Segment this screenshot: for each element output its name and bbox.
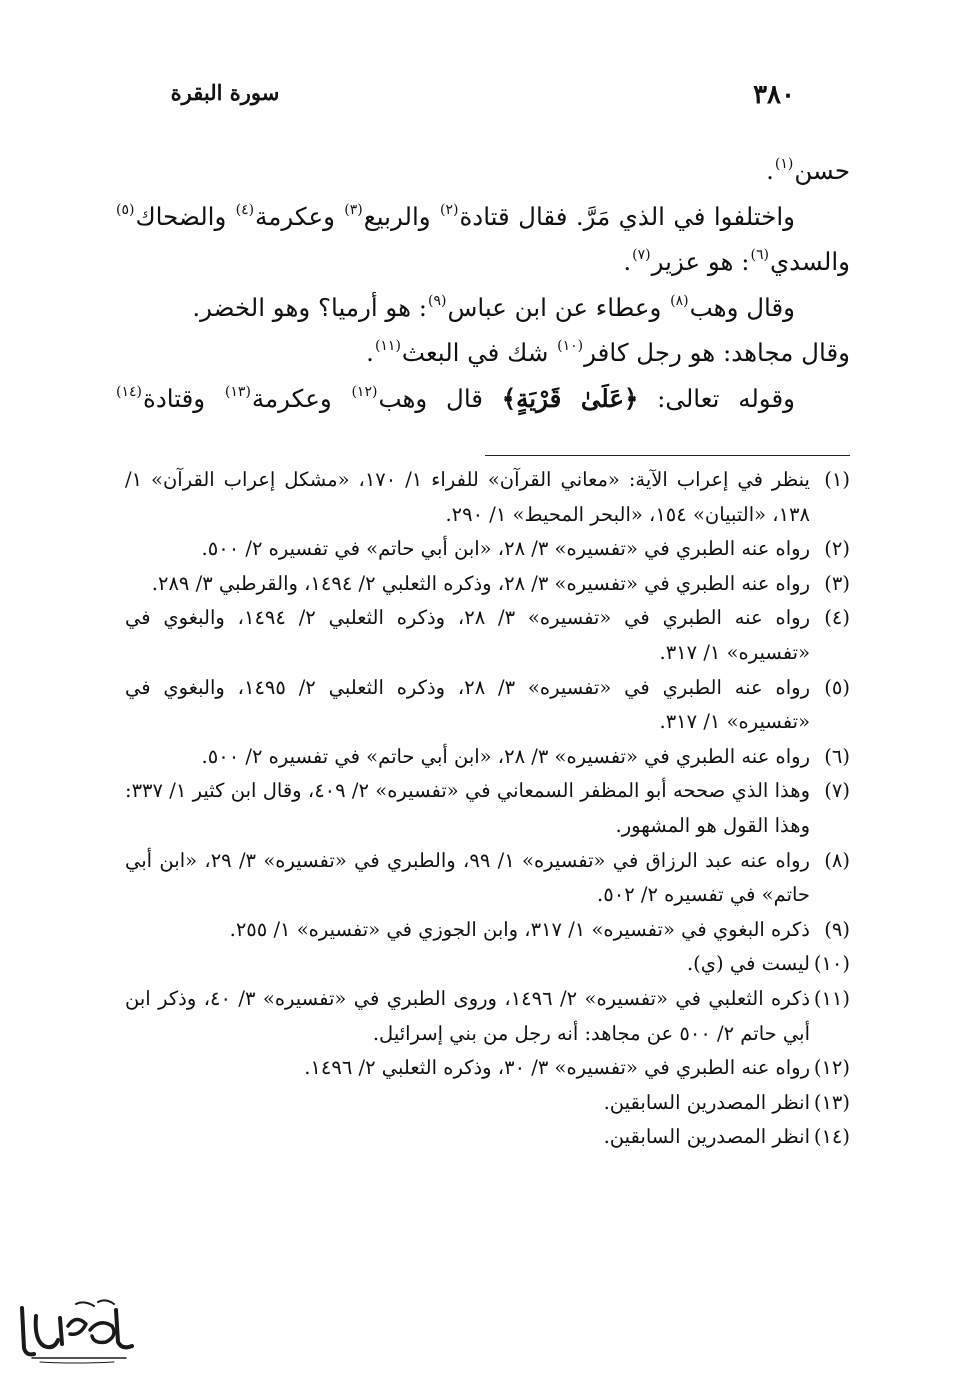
running-header-title: سورة البقرة xyxy=(170,80,280,105)
text-run: وعكرمة xyxy=(251,383,351,413)
text-run: : هو أرميا؟ وهو الخضر. xyxy=(192,292,428,322)
footnote-item xyxy=(125,671,850,740)
text-run: واختلفوا في الذي مَرَّ. فقال قتادة xyxy=(459,201,795,231)
footnote-text: رواه عنه الطبري في «تفسيره» ٣/ ٢٨، وذكره الثعلبي ٢/ ١٤٩٤، والبغوي في «تفسيره» ١/ ٣١٧. xyxy=(125,606,810,664)
publisher-logo-icon xyxy=(14,1296,144,1366)
footnote-number: (٩) xyxy=(824,917,850,941)
text-run: . xyxy=(366,338,374,367)
footnote-item xyxy=(125,774,850,843)
footnote-item xyxy=(125,567,850,602)
text-run: : هو عزير xyxy=(651,247,750,276)
footnote-text: رواه عنه الطبري في «تفسيره» ٣/ ٢٨، «ابن أبي حاتم» في تفسيره ٢/ ٥٠٠. xyxy=(201,744,810,768)
footnote-number: (٢) xyxy=(824,537,850,561)
footnote-ref[interactable]: (١٣) xyxy=(224,383,251,400)
footnote-text: رواه عنه الطبري في «تفسيره» ٣/ ٣٠، وذكره الثعلبي ٢/ ١٤٩٦. xyxy=(304,1056,810,1080)
paragraph-4 xyxy=(115,330,850,376)
footnote-item xyxy=(125,463,850,532)
text-run: . xyxy=(766,156,774,185)
footnote-number: (٣) xyxy=(824,571,850,595)
footnote-text: انظر المصدرين السابقين. xyxy=(603,1125,810,1149)
footnote-ref[interactable]: (١٢) xyxy=(351,383,378,400)
footnote-text: ليست في (ي). xyxy=(686,952,810,976)
footnote-ref[interactable]: (١) xyxy=(774,156,794,172)
text-run: وعطاء عن ابن عباس xyxy=(447,292,670,322)
footnote-ref[interactable]: (١٠) xyxy=(557,338,584,354)
footnote-item xyxy=(125,1051,850,1086)
text-run: قال وهب xyxy=(378,383,502,413)
footnote-separator xyxy=(485,455,850,456)
footnote-item xyxy=(125,740,850,775)
text-run: وقال مجاهد: هو رجل كافر xyxy=(584,338,850,367)
footnote-number: (١) xyxy=(824,468,850,491)
footnote-ref[interactable]: (٤) xyxy=(235,201,255,218)
text-run: . xyxy=(623,247,632,276)
text-run: والضحاك xyxy=(135,201,235,231)
main-text xyxy=(115,148,850,421)
footnote-item xyxy=(125,601,850,670)
footnote-text: ينظر في إعراب الآية: «معاني القرآن» للفراء ١/ ١٧٠، «مشكل إعراب القرآن» ١/ ١٣٨، «التبيان» ١٥٤، «البحر المحيط» ١/ ٢٩٠. xyxy=(125,468,810,526)
footnote-number: (٦) xyxy=(824,744,850,768)
footnote-ref[interactable]: (٦) xyxy=(750,247,769,263)
footnote-number: (١٣) xyxy=(813,1090,850,1114)
footnote-item xyxy=(125,1120,850,1155)
paragraph-5 xyxy=(115,376,850,422)
footnote-number: (١٤) xyxy=(813,1125,850,1149)
footnote-text: ذكره الثعلبي في «تفسيره» ٢/ ١٤٩٦، وروى الطبري في «تفسيره» ٣/ ٤٠، وذكر ابن أبي حاتم ٢/ ٥٠٠ عن مجاهد: أنه رجل من بني إسرائيل. xyxy=(125,986,810,1045)
paragraph-3 xyxy=(115,285,850,331)
paragraph-2 xyxy=(115,194,850,285)
footnote-text: وهذا الذي صححه أبو المظفر السمعاني في «تفسيره» ٢/ ٤٠٩، وقال ابن كثير ١/ ٣٣٧: وهذا القول هو المشهور. xyxy=(125,779,810,837)
footnote-text: انظر المصدرين السابقين. xyxy=(603,1090,810,1114)
footnote-number: (٤) xyxy=(824,606,850,630)
footnote-ref[interactable]: (١٤) xyxy=(116,383,142,400)
footnote-item xyxy=(125,1086,850,1121)
footnote-item xyxy=(125,982,850,1051)
footnote-number: (٥) xyxy=(824,675,850,699)
footnote-item xyxy=(125,532,850,567)
footnote-text: رواه عنه الطبري في «تفسيره» ٣/ ٢٨، «ابن أبي حاتم» في تفسيره ٢/ ٥٠٠. xyxy=(201,537,810,561)
footnote-item xyxy=(125,913,850,948)
footnote-ref[interactable]: (٣) xyxy=(344,201,363,218)
footnote-text: رواه عنه الطبري في «تفسيره» ٣/ ٢٨، وذكره الثعلبي ٢/ ١٤٩٥، والبغوي في «تفسيره» ١/ ٣١٧. xyxy=(125,675,810,734)
footnote-item xyxy=(125,947,850,982)
footnote-text: رواه عنه عبد الرزاق في «تفسيره» ١/ ٩٩، والطبري في «تفسيره» ٣/ ٢٩، «ابن أبي حاتم» في تفسيره ٢/ ٥٠٢. xyxy=(125,848,810,907)
text-run: وقتادة xyxy=(142,383,224,413)
footnotes-section xyxy=(125,463,850,1155)
text-run: وعكرمة xyxy=(255,201,344,231)
footnote-text: رواه عنه الطبري في «تفسيره» ٣/ ٢٨، وذكره الثعلبي ٢/ ١٤٩٤، والقرطبي ٣/ ٢٨٩. xyxy=(151,571,810,595)
text-run: شك في البعث xyxy=(401,338,557,367)
text-run: والسدي xyxy=(770,247,850,276)
text-run: وقال وهب xyxy=(689,292,795,322)
text-run: حسن xyxy=(794,156,850,185)
footnote-number: (٨) xyxy=(824,848,850,872)
footnote-ref[interactable]: (٢) xyxy=(439,201,459,218)
footnote-number: (٧) xyxy=(824,779,850,803)
quran-quote: ﴿عَلَىٰ قَرْيَةٍ﴾ xyxy=(501,383,639,413)
footnote-ref[interactable]: (٩) xyxy=(428,292,447,309)
footnote-number: (١١) xyxy=(813,986,850,1010)
footnote-ref[interactable]: (١١) xyxy=(374,338,401,354)
footnote-number: (١٠) xyxy=(813,952,850,976)
footnote-number: (١٢) xyxy=(813,1056,850,1080)
footnote-text: ذكره البغوي في «تفسيره» ١/ ٣١٧، وابن الجوزي في «تفسيره» ١/ ٢٥٥. xyxy=(229,917,810,941)
footnote-ref[interactable]: (٧) xyxy=(632,247,651,263)
text-run: وقوله تعالى: xyxy=(638,383,795,413)
footnote-ref[interactable]: (٥) xyxy=(116,201,135,218)
footnote-item xyxy=(125,844,850,913)
text-run: والربيع xyxy=(363,201,439,231)
page-number: ٣٨٠ xyxy=(753,80,795,110)
paragraph-1 xyxy=(115,148,850,194)
footnote-ref[interactable]: (٨) xyxy=(670,292,689,309)
